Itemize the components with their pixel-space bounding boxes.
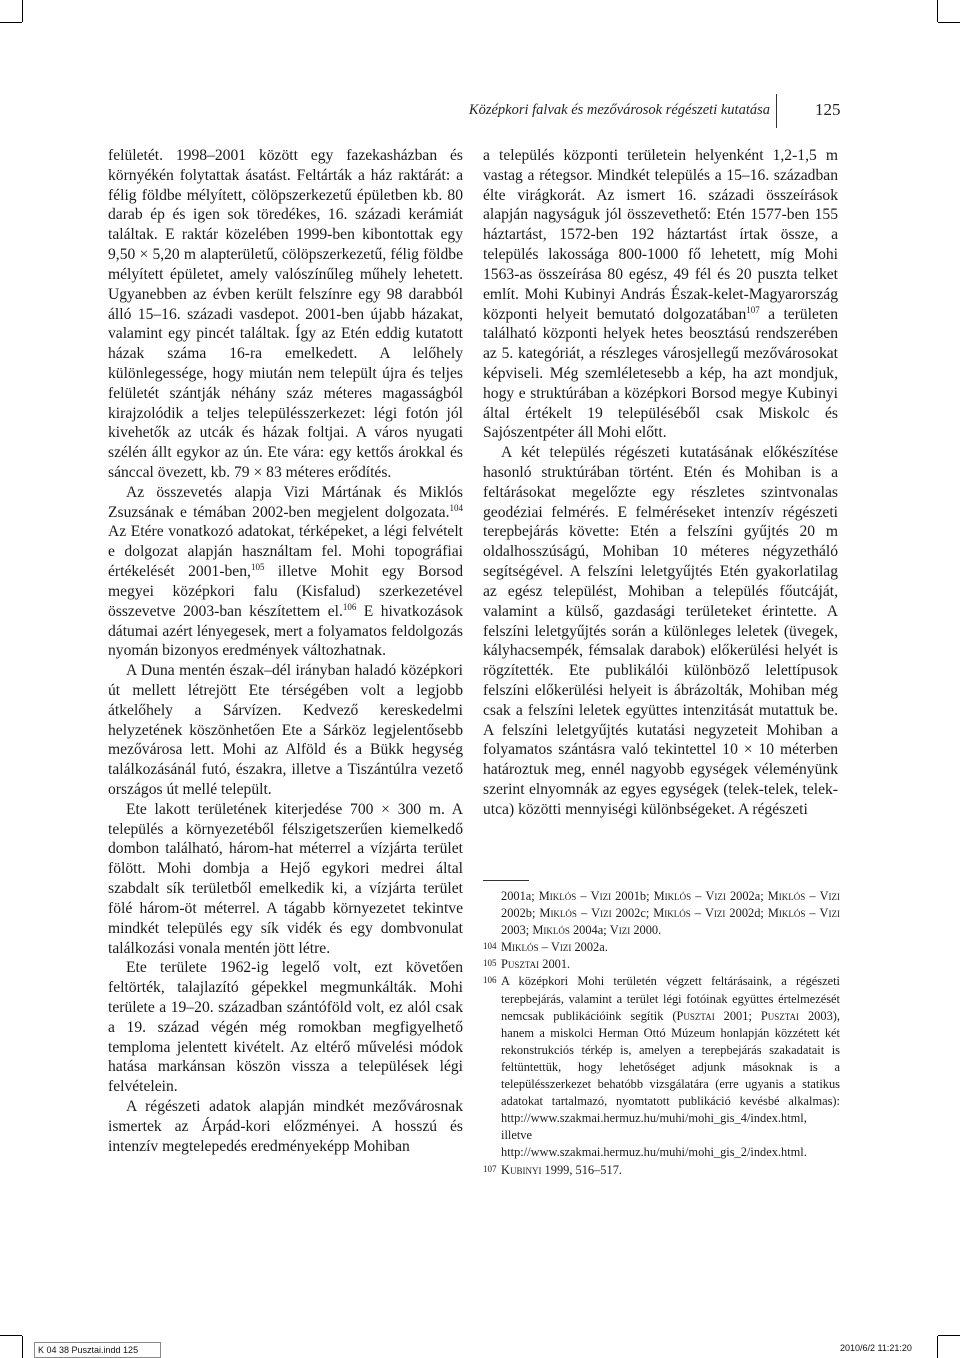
paragraph xyxy=(108,958,463,1097)
crop-mark xyxy=(937,1336,938,1358)
header-divider xyxy=(776,94,777,128)
crop-mark xyxy=(938,22,960,23)
text-run: 2001. xyxy=(539,957,571,972)
text-run: 2001; xyxy=(714,1008,761,1023)
author-name: Miklós xyxy=(501,940,539,955)
text-run: – xyxy=(576,889,591,903)
paragraph xyxy=(483,146,838,443)
text-run: Az Etére vonatkozó adatokat, térképeket, a légi felvételt e dolgozat alapján használtam fel. Mohi topográfiai értékelését 2001-ben, xyxy=(108,523,463,581)
author-name: Miklós xyxy=(767,889,806,903)
text-run: 2002d; xyxy=(725,906,768,921)
text-run: illetve Mohit egy Borsod megyei középkori falu (Kisfalud) szerkezetével összevetve 2003-ban készítettem el. xyxy=(108,563,463,620)
footnote-number: 105 xyxy=(483,958,497,969)
crop-mark xyxy=(22,0,23,22)
crop-mark xyxy=(937,0,938,22)
author-name: Vizi xyxy=(704,906,726,921)
slug-timestamp: 2010/6/2 11:21:20 xyxy=(840,1343,912,1353)
text-run: – xyxy=(538,940,551,955)
author-name: Kubinyi xyxy=(501,1162,542,1177)
text-run: – xyxy=(805,906,820,921)
text-run: 2001a; xyxy=(501,889,539,903)
text-run: A régészeti adatok alapján mindkét mezővárosnak ismertek az Árpád-kori előzményei. A hosszú és intenzív megtelepedés eredményeképp Mohiban xyxy=(108,1098,463,1155)
slug-filename: K 04 38 Pusztai.indd 125 xyxy=(34,1342,161,1358)
text-run: felületét. 1998–2001 között egy fazekasházban és környékén folytattak ásatást. Feltárták a ház raktárát: a félig földbe mélyített, cölöpszerkezetű épületben kb. 80 darab ép és igen sok töredékes, 16. századi kerámiát találtak. E raktár közelében 1999-ben kibontottak egy 9,50 × 5,20 m alapterületű, cölöpszerkezetű, félig földbe mélyített épületet, amely valószínűleg műhely lehetett. Ugyanebben az évben került felszínre egy 98 darabból álló 15–16. századi vasdepot. 2001-ben újabb házakat, valamint egy pincét találtak. Így az Etén eddig kutatott házak száma 16-ra emelkedett. A lelőhely különlegessége, hogy miután nem települt újra és teljes felületét szántják néhány száz méteres magasságból kirajzolódik a teljes településszerkezet: légi fotón jól kivehetők az utcák és házak foltjai. A város nyugati szélén állt egykor az ún. Ete vára: egy kettős árokkal és sánccal övezett, kb. 79 × 83 méteres erődítés. xyxy=(108,147,463,481)
footnote-number: 104 xyxy=(483,941,497,952)
text-run: Az összevetés alapja Vizi Mártának és Miklós Zsuzsának e témában 2002-ben megjelent dolgozata. xyxy=(108,483,463,521)
crop-mark xyxy=(938,1335,960,1336)
crop-mark xyxy=(0,22,22,23)
author-name: Vizi xyxy=(550,940,572,955)
footnote-105 xyxy=(483,956,840,973)
author-name: Pusztai xyxy=(760,1008,800,1023)
paragraph xyxy=(483,443,838,819)
text-run: 2003), hanem a miskolci Herman Ottó Múzeum honlapján közzétett két rekonstrukciós térkép is, amelyen a terepbejárás szakadatait is feltüntettük, hogy lehetőséget adjunk másoknak is a településszerkezet behatóbb vizsgálatára (erre ugyanis a statikus adatokat tartalmazó, nyomtatott publikáció kevésbé alkalmas): http://www.szakmai.hermuz.hu/muhi/mohi_gis_4/index.html, illetve http://www.szakmai.hermuz.hu/muhi/mohi_gis_2/index.html. xyxy=(501,1008,840,1160)
paragraph xyxy=(108,800,463,959)
text-run: 1999, 516–517. xyxy=(541,1162,622,1177)
author-name: Vizi xyxy=(705,889,726,903)
text-run: a település központi területein helyenként 1,2-1,5 m vastag a rétegsor. Mindkét település a 15–16. században élte virágkorát. Az ismert 16. századi összeírások alapján nagyságuk jól összevethető: Etén 1577-ben 155 háztartást, 1572-ben 192 háztartást írtak össze, a település lakossága 800-1000 fő lehetett, míg Mohi 1563-as összeírása 80 egész, 49 fél és 20 puszta telket említ. Mohi Kubinyi András Észak-kelet-Magyarország központi helyeit bemutató dolgozatában xyxy=(483,147,838,323)
page-number: 125 xyxy=(815,100,841,119)
footnote-ref: 105 xyxy=(250,561,265,572)
footnotes xyxy=(483,888,840,1179)
running-title: Középkori falvak és mezővárosok régészeti kutatása xyxy=(468,102,770,118)
footnote-107 xyxy=(483,1162,840,1179)
footnote-106 xyxy=(483,973,840,1161)
text-run: 2002c; xyxy=(611,906,654,921)
footnote-ref: 107 xyxy=(746,304,760,315)
author-name: Pusztai xyxy=(501,957,540,972)
footnote-separator xyxy=(483,880,529,881)
crop-mark xyxy=(0,1335,22,1336)
text-run: a területen található központi helyek hetes beosztású rendszerében az 5. kategóriát, a részleges városjellegű mezővárosokat képviseli. Még szemléletesebb a kép, ha azt mondjuk, hogy e struktúrában a középkori Borsod megye Kubinyi által értékelt 19 településéből csak Miskolc és Sajószentpéter áll Mohi előtt. xyxy=(483,305,838,442)
text-run: E hivatkozások dátumai azért lényegesek, mert a folyamatos feldolgozás nyomán bizonyos eredmények változhatnak. xyxy=(108,602,463,660)
text-run: – xyxy=(690,906,705,921)
author-name: Pusztai xyxy=(676,1008,715,1023)
right-text-column xyxy=(483,146,838,820)
author-name: Miklós xyxy=(653,906,691,921)
author-name: Vizi xyxy=(819,889,841,903)
text-run: – xyxy=(576,906,592,921)
footnote-104 xyxy=(483,939,840,956)
left-text-column xyxy=(108,146,463,1156)
author-name: Miklós xyxy=(767,906,806,921)
footnote-number: 107 xyxy=(483,1163,497,1174)
text-run: 2000. xyxy=(630,923,662,938)
paragraph xyxy=(108,483,463,661)
footnote-ref: 106 xyxy=(342,601,357,612)
paragraph xyxy=(108,1097,463,1156)
paragraph xyxy=(108,146,463,483)
author-name: Vizi xyxy=(609,923,631,938)
author-name: Vizi xyxy=(591,906,612,921)
text-run: 2001b; xyxy=(611,889,654,903)
text-run: A Duna mentén észak–dél irányban haladó középkori út mellett létrejött Ete térségében volt a legjobb átkelőhely a Sárvízen. Kedvező kereskedelmi helyzetének köszönhetően Ete a Sárköz legjelentősebb mezővárosa lett. Mohi az Alföld és a Bükk hegység találkozásánál futó, északra, illetve a Tiszántúlra vezető országos út mellé települt. xyxy=(108,662,463,798)
author-name: Vizi xyxy=(590,889,612,903)
text-run: – xyxy=(805,889,820,903)
author-name: Vizi xyxy=(819,906,840,921)
text-run: Ete lakott területének kiterjedése 700 × 300 m. A település a környezetéből félszigetszerűen kiemelkedő dombon található, három-hat méterrel a vízjárta terület fölött. Mohi dombja a Hejő egykori medrei által szabdalt sík területből emelkedik ki, a vízjárta terület fölé három-öt méterrel. A tágabb környezetet tekintve mindkét település egy sík vidék és egy dombvonulat találkozási vonala mentén jött létre. xyxy=(108,800,463,957)
author-name: Miklós xyxy=(538,889,577,903)
text-run: A két település régészeti kutatásának előkészítése hasonló struktúrában történt. Etén és Mohiban is a feltárásokat megelőzte egy részletes szintvonalas geodéziai felmérés. E felméréseket intenzív régészeti terepbejárás követte: Etén a felszíni gyűjtés 20 m oldalhosszúságú, Mohiban 10 méteres négyzetháló segítségével. A felszíni leletgyűjtés Etén gyakorlatilag az egész települést, Mohiban a település főutcáját, valamint a külső, gazdasági területeket érintette. A felszíni leletgyűjtés során a különleges leletek (üvegek, kályhacsempék, fémsalak darabok) előkerülési helyét is rögzítették. Ete publikálói különböző lelettípusok felszíni előkerülési helyeit is ábrázolták, Mohiban még csak a felszíni leletek együttes intenzitását mutattuk be. A felszíni leletgyűjtés kutatási negyzeteit Mohiban a folyamatos szántásra való tekintettel 10 × 10 méterben határoztuk meg, ennél nagyobb egységek véleményünk szerint elnyomnák az egyes egységek (telek-telek, telek-utca) közötti mennyiségi különbségeket. A régészeti xyxy=(483,444,838,818)
text-run: – xyxy=(691,889,706,903)
author-name: Miklós xyxy=(539,906,577,921)
text-run: 2003; xyxy=(501,923,533,938)
paragraph xyxy=(108,661,463,800)
footnote-number: 106 xyxy=(483,975,497,986)
text-run: A középkori Mohi területén végzett feltárásaink, a régészeti terepbejárás, valamint a terület légi fotóinak együttes értelmezését nemcsak publikációink segítik ( xyxy=(501,974,840,1023)
crop-mark xyxy=(22,1336,23,1358)
footnote-ref: 104 xyxy=(449,502,463,513)
text-run: 2002b; xyxy=(501,906,540,921)
text-run: 2002a; xyxy=(725,889,768,903)
author-name: Miklós xyxy=(532,923,570,938)
text-run: Ete területe 1962-ig legelő volt, ezt követően feltörték, talajlazító gépekkel megmunkálták. Mohi területe a 19–20. században szántóföld volt, ez alól csak a 19. század végén még romokban megfigyelhető temploma jelentett kivételt. Az eltérő művelési módok hatása markánsan köszön vissza a települések légi felvételein. xyxy=(108,959,463,1096)
author-name: Miklós xyxy=(653,889,692,903)
text-run: 2004a; xyxy=(569,923,610,938)
footnote-continued xyxy=(483,888,840,939)
text-run: 2002a. xyxy=(571,940,608,955)
